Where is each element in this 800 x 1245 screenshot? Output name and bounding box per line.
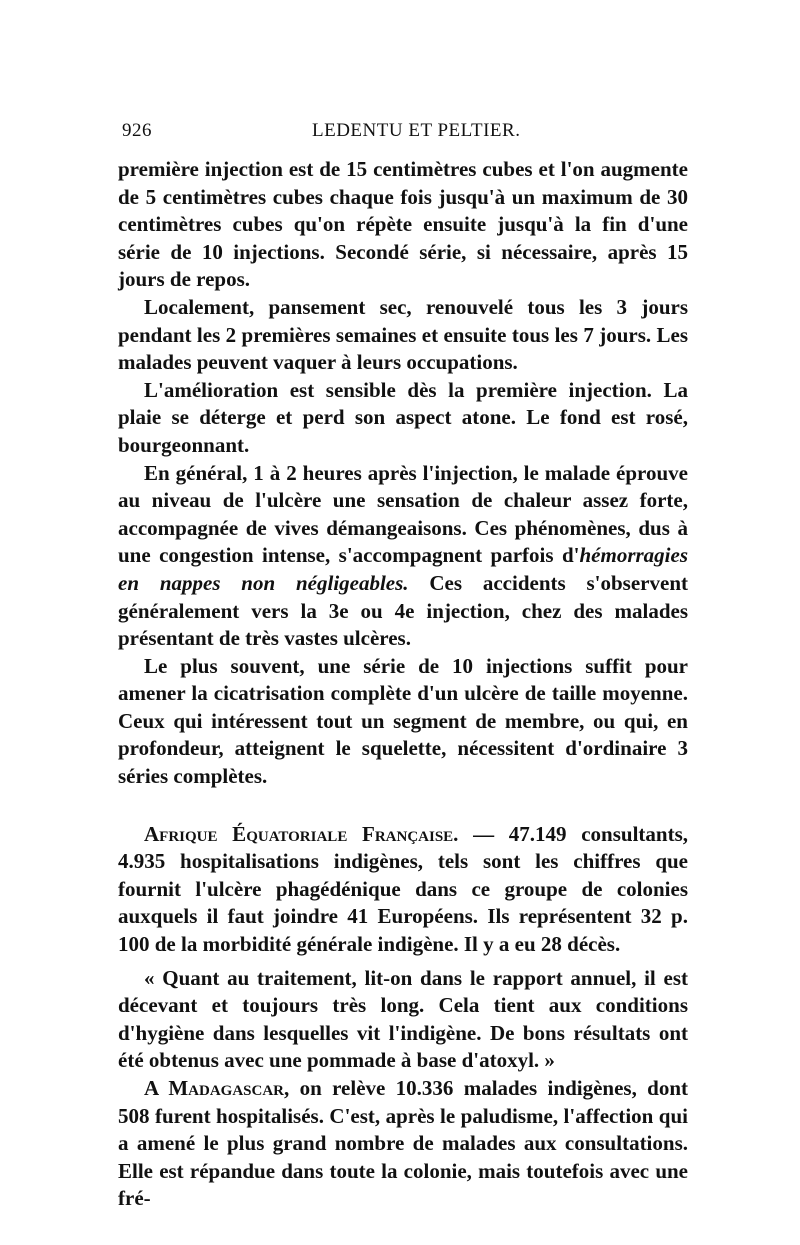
- paragraph-madagascar: [118, 1075, 688, 1213]
- page-number: 926: [122, 120, 152, 141]
- afrique-text: — 47.149 consultants, 4.935 hospitalisations indigènes, tels sont les chiffres que fournit l'ulcère phagédénique dans ce groupe de colonies auxquels il faut joindre 41 Européens. Ils représentent 32 p. 100 de la morbidité générale indigène. Il y a eu 28 décès.: [118, 821, 688, 957]
- madagascar-prefix: A: [144, 1076, 169, 1100]
- italic-emphasis: hémorragies en nappes non négligeables.: [118, 543, 688, 595]
- section-heading-afrique: Afrique Équatoriale Française.: [144, 821, 459, 846]
- paragraph-quotation: « Quant au traitement, lit-on dans le rapport annuel, il est décevant et toujours très long. Cela tient aux conditions d'hygiène dans lesquelles vit l'indigène. De bons résultats ont été obtenus avec une pommade à base d'atoxyl. »: [118, 965, 688, 1073]
- paragraph-improvement: L'amélioration est sensible dès la première injection. La plaie se déterge et perd son aspect atone. Le fond est rosé, bourgeonnant.: [118, 377, 688, 457]
- side-effects-text-end: Ces accidents s'observent généralement vers la 3e ou 4e injection, chez des malades présentant de très vastes ulcères.: [118, 570, 688, 651]
- paragraph-side-effects: [118, 460, 688, 653]
- paragraph-afrique-equatoriale: [118, 821, 688, 959]
- page-header: [118, 117, 688, 145]
- madagascar-text: on relève 10.336 malades indigènes, dont 508 furent hospitalisés. C'est, après le paludisme, l'affection qui a amené le plus grand nombre de malades aux consultations. Elle est répandue dans toute la colonie, mais toutefois avec une fré-: [118, 1076, 688, 1211]
- body-text: [118, 156, 688, 1213]
- paragraph-local-treatment: Localement, pansement sec, renouvelé tous les 3 jours pendant les 2 premières semaines et ensuite tous les 7 jours. Les malades peuvent vaquer à leurs occupations.: [118, 294, 688, 375]
- running-title: LEDENTU ET PELTIER.: [312, 120, 521, 141]
- section-spacer: [118, 791, 688, 821]
- paragraph-continuation: première injection est de 15 centimètres cubes et l'on augmente de 5 centimètres cubes chaque fois jusqu'à un maximum de 30 centimètres cubes qu'on répète ensuite jusqu'à la fin d'une série de 10 injections. Secondé série, si nécessaire, après 15 jours de repos.: [118, 157, 688, 292]
- paragraph-injection-series: Le plus souvent, une série de 10 injections suffit pour amener la cicatrisation complète d'un ulcère de taille moyenne. Ceux qui intéressent tout un segment de membre, ou qui, en profondeur, atteignent le squelette, nécessitent d'ordinaire 3 séries complètes.: [118, 653, 688, 789]
- section-heading-madagascar: Madagascar,: [168, 1076, 290, 1100]
- side-effects-text: En général, 1 à 2 heures après l'injection, le malade éprouve au niveau de l'ulcère une sensation de chaleur assez forte, accompagnée de vives démangeaisons. Ces phénomènes, dus à une congestion intense, s'accompagnent parfois d': [118, 460, 688, 568]
